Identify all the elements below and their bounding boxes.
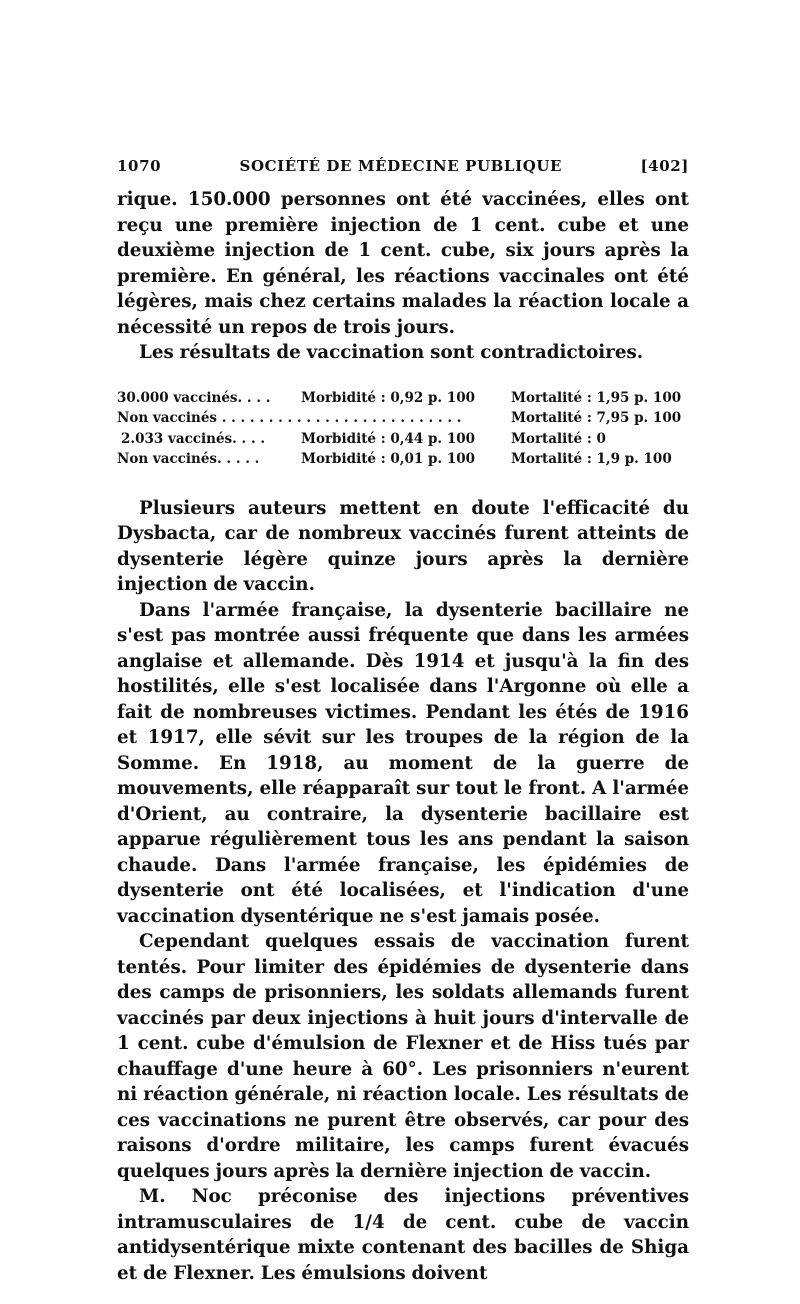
vaccination-statistics-table — [117, 388, 689, 470]
running-header — [117, 157, 689, 175]
stats-group: Non vaccinés . . . . . . . . . . . . . . . . . . . . . . . . . . — [117, 410, 462, 426]
stats-morbidity: Morbidité : 0,01 p. 100 — [301, 451, 476, 467]
paragraph-dysbacta: Plusieurs auteurs mettent en doute l'efficacité du Dysbacta, car de nombreux vaccinés furent atteints de dysenterie légère quinze jours après la dernière injection de vaccin. — [117, 497, 689, 595]
stats-mortality: Mortalité : 7,95 p. 100 — [511, 410, 682, 426]
stats-morbidity: Morbidité : 0,44 p. 100 — [301, 430, 476, 447]
stats-morbidity: Morbidité : 0,92 p. 100 — [301, 389, 476, 406]
stats-row — [117, 388, 689, 409]
folio-number: [402] — [640, 157, 689, 175]
paragraph-french-army: Dans l'armée française, la dysenterie bacillaire ne s'est pas montrée aussi fréquente que dans les armées anglaise et allemande. Dès 1914 et jusqu'à la fin des hostilités, elle s'est localisée dans l'Argonne où elle a fait de nombreuses victimes. Pendant les étés de 1916 et 1917, elle sévit sur les troupes de la région de la Somme. En 1918, au moment de la guerre de mouvements, elle réapparaît sur tout le front. A l'armée d'Orient, au contraire, la dysenterie bacillaire est apparue régulièrement tous les ans pendant la saison chaude. Dans l'armée française, les épidémies de dysenterie ont été localisées, et l'indication d'une vaccination dysentérique ne s'est jamais posée. — [117, 599, 689, 927]
paragraph-trials: Cependant quelques essais de vaccination furent tentés. Pour limiter des épidémies de dysenterie dans des camps de prisonniers, les soldats allemands furent vaccinés par deux injections à huit jours d'intervalle de 1 cent. cube d'émulsion de Flexner et de Hiss tués par chauffage d'une heure à 60°. Les prisonniers n'eurent ni réaction générale, ni réaction locale. Les résultats de ces vaccinations ne purent être observés, car pour des raisons d'ordre militaire, les camps furent évacués quelques jours après la dernière injection de vaccin. — [117, 931, 689, 1182]
stats-row — [117, 408, 689, 429]
page-number: 1070 — [117, 157, 162, 175]
stats-group: 2.033 vaccinés. . . . — [121, 430, 266, 447]
paragraph-continuation: rique. 150.000 personnes ont été vaccinées, elles ont reçu une première injection de 1 cent. cube et une deuxième injection de 1 cent. cube, six jours après la première. En général, les réactions vaccinales ont été légères, mais chez certains malades la réaction locale a nécessité un repos de trois jours. — [117, 189, 689, 338]
stats-mortality: Mortalité : 0 — [511, 430, 606, 447]
stats-group: Non vaccinés. . . . . — [117, 451, 260, 467]
stats-row — [117, 429, 689, 450]
paragraph-results-intro: Les résultats de vaccination sont contradictoires. — [139, 342, 644, 363]
document-page — [117, 157, 689, 1286]
stats-mortality: Mortalité : 1,9 p. 100 — [511, 451, 672, 467]
journal-title: SOCIÉTÉ DE MÉDECINE PUBLIQUE — [239, 157, 563, 175]
stats-group: 30.000 vaccinés. . . . — [117, 389, 271, 406]
paragraph-noc: M. Noc préconise des injections préventives intramusculaires de 1/4 de cent. cube de vaccin antidysentérique mixte contenant des bacilles de Shiga et de Flexner. Les émulsions doivent — [117, 1186, 689, 1284]
stats-row — [117, 449, 689, 470]
stats-mortality: Mortalité : 1,95 p. 100 — [511, 389, 682, 406]
